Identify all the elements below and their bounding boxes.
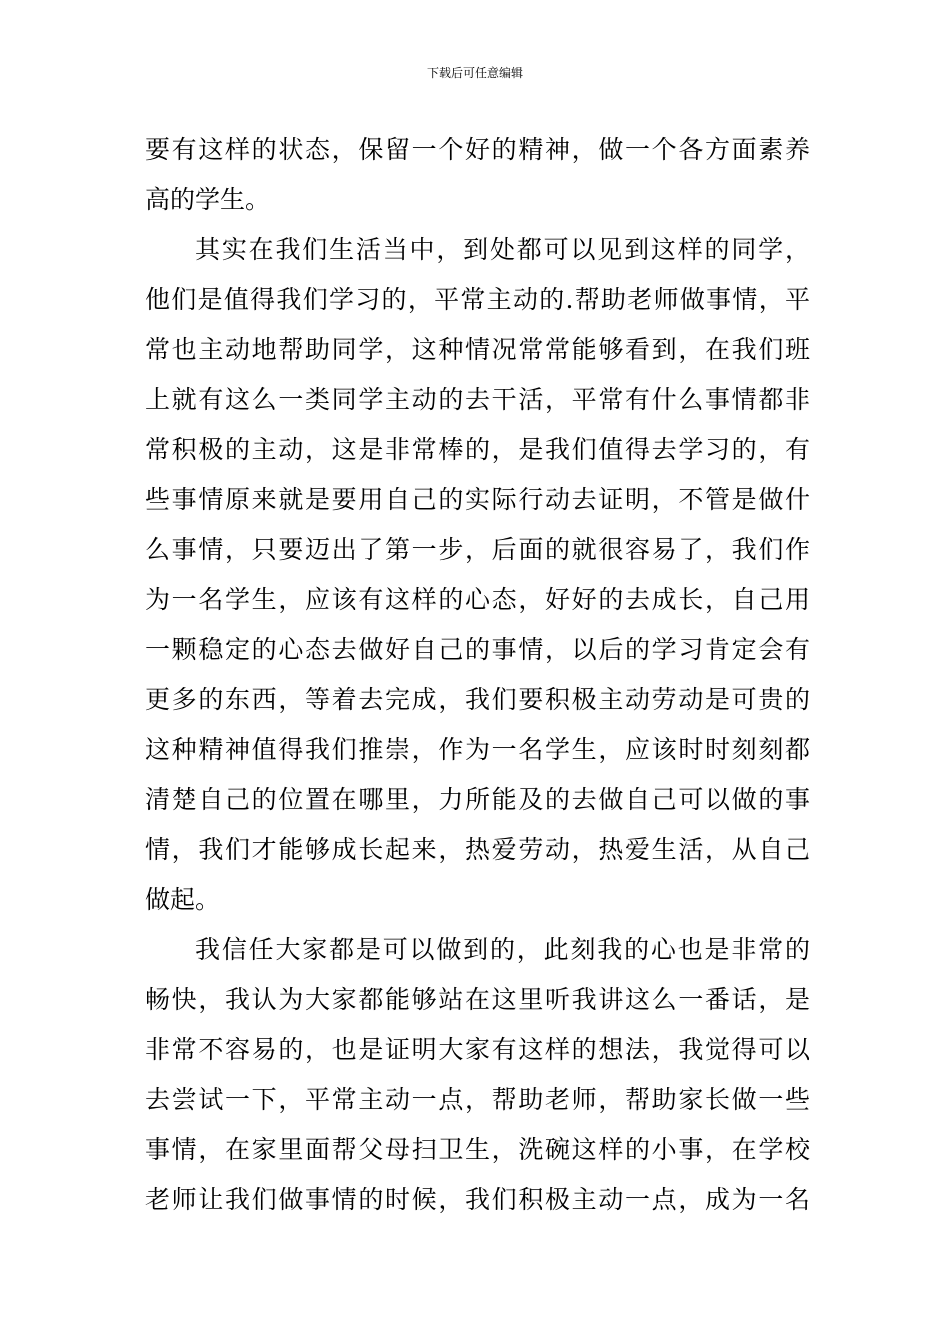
text-line: 其实在我们生活当中，到处都可以见到这样的同学， — [195, 235, 810, 264]
text-line: 么事情，只要迈出了第一步，后面的就很容易了，我们作 — [145, 535, 810, 564]
text-line: 情，我们才能够成长起来，热爱劳动，热爱生活，从自己 — [145, 835, 810, 864]
text-line: 上就有这么一类同学主动的去干活，平常有什么事情都非 — [145, 385, 810, 414]
text-line: 畅快，我认为大家都能够站在这里听我讲这么一番话，是 — [145, 985, 810, 1014]
paragraph — [145, 925, 810, 1225]
document-body — [145, 125, 810, 1225]
text-line: 老师让我们做事情的时候，我们积极主动一点，成为一名 — [145, 1185, 810, 1214]
text-line: 些事情原来就是要用自己的实际行动去证明，不管是做什 — [145, 485, 810, 514]
text-line: 清楚自己的位置在哪里，力所能及的去做自己可以做的事 — [145, 785, 810, 814]
text-line: 高的学生。 — [145, 185, 271, 214]
text-line: 要有这样的状态，保留一个好的精神，做一个各方面素养 — [145, 135, 810, 164]
text-line: 去尝试一下，平常主动一点，帮助老师，帮助家长做一些 — [145, 1085, 810, 1114]
text-line: 非常不容易的，也是证明大家有这样的想法，我觉得可以 — [145, 1035, 810, 1064]
text-line: 事情，在家里面帮父母扫卫生，洗碗这样的小事，在学校 — [145, 1135, 810, 1164]
text-line: 常积极的主动，这是非常棒的，是我们值得去学习的，有 — [145, 435, 810, 464]
text-line: 他们是值得我们学习的，平常主动的.帮助老师做事情，平 — [145, 285, 810, 314]
paragraph — [145, 225, 810, 925]
page-header: 下载后可任意编辑 — [426, 66, 523, 80]
text-line: 一颗稳定的心态去做好自己的事情，以后的学习肯定会有 — [145, 635, 810, 664]
paragraph — [145, 125, 810, 225]
text-line: 为一名学生，应该有这样的心态，好好的去成长，自己用 — [145, 585, 810, 614]
text-line: 更多的东西，等着去完成，我们要积极主动劳动是可贵的 — [145, 685, 810, 714]
text-line: 做起。 — [145, 885, 221, 914]
text-line: 常也主动地帮助同学，这种情况常常能够看到，在我们班 — [145, 335, 810, 364]
text-line: 我信任大家都是可以做到的，此刻我的心也是非常的 — [195, 935, 810, 964]
text-line: 这种精神值得我们推崇，作为一名学生，应该时时刻刻都 — [145, 735, 810, 764]
